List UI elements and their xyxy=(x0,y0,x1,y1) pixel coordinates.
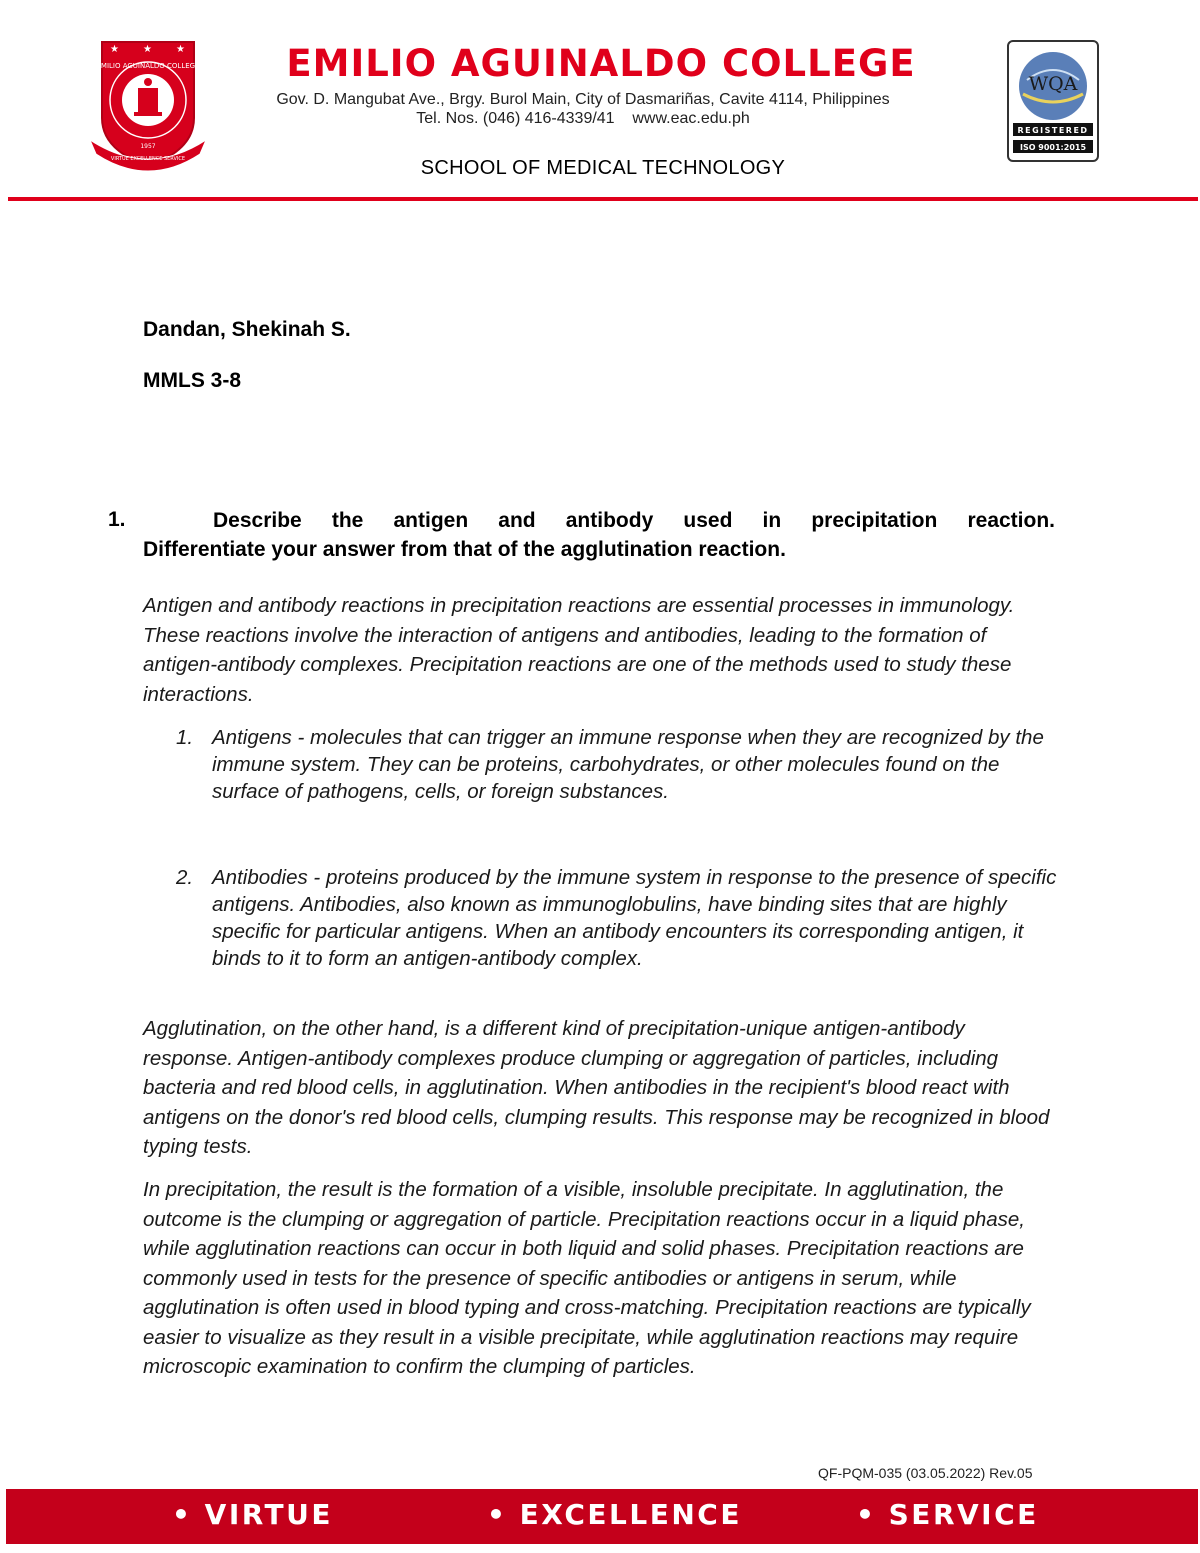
list-item-number: 2. xyxy=(176,866,194,889)
agglutination-paragraph: Agglutination, on the other hand, is a different kind of precipitation-unique antigen-antibody response. Antigen-antibody complexes produce clumping or aggregation of particles, including bacteria and red blood cells, in agglutination. When antibodies in the recipient's blood react with antigens on the donor's red blood cells, clumping results. This response may be recognized in blood typing tests. xyxy=(143,1017,1050,1158)
svg-text:★: ★ xyxy=(176,44,185,55)
student-name: Dandan, Shekinah S. xyxy=(143,318,351,341)
college-name: EMILIO AGUINALDO COLLEGE xyxy=(286,42,916,85)
question-text xyxy=(143,506,1055,564)
seal-ribbon-text: VIRTUE EXCELLENCE SERVICE xyxy=(110,156,186,162)
form-code: QF-PQM-035 (03.05.2022) Rev.05 xyxy=(818,1465,1033,1481)
college-seal-logo xyxy=(88,38,212,172)
college-address xyxy=(240,90,926,128)
seal-year: 1957 xyxy=(140,143,156,150)
list-item-antigens: Antigens - molecules that can trigger an immune response when they are recognized by the immune system. They can be proteins, carbohydrates, or other molecules found on the surface of pathogens, cells, or foreign substances. xyxy=(212,726,1044,803)
address-line: Gov. D. Mangubat Ave., Brgy. Burol Main, City of Dasmariñas, Cavite 4114, Philippines xyxy=(276,91,890,108)
seal-ring-text: EMILIO AGUINALDO COLLEGE xyxy=(96,62,200,70)
student-section: MMLS 3-8 xyxy=(143,369,242,392)
motto-virtue: • VIRTUE xyxy=(172,1498,333,1531)
school-name: SCHOOL OF MEDICAL TECHNOLOGY xyxy=(420,157,786,179)
iso-certification-badge xyxy=(1007,40,1099,162)
motto-service: • SERVICE xyxy=(856,1498,1039,1531)
wqa-logo: WQA xyxy=(1028,73,1078,95)
question-line-1: Describe the antigen and antibody used in precipitation reaction. xyxy=(213,509,1055,532)
iso-standard-label: ISO 9001:2015 xyxy=(1019,143,1087,152)
svg-text:★: ★ xyxy=(110,44,119,55)
list-item-antibodies: Antibodies - proteins produced by the immune system in response to the presence of specific antigens. Antibodies, also known as immunoglobulins, have binding sites that are highly specific for particular antigens. When an antibody encounters its corresponding antigen, it binds to it to form an antigen-antibody complex. xyxy=(212,866,1057,970)
contact-line: Tel. Nos. (046) 416-4339/41 www.eac.edu.ph xyxy=(416,110,750,127)
list-item-number: 1. xyxy=(176,726,194,749)
comparison-paragraph: In precipitation, the result is the formation of a visible, insoluble precipitate. In agglutination, the outcome is the clumping or aggregation of particle. Precipitation reactions occur in a liquid phase, while agglutination reactions can occur in both liquid and solid phases. Precipitation reactions are commonly used in tests for the presence of specific antibodies or antigens in serum, while agglutination is often used in blood typing and cross-matching. Precipitation reactions are typically easier to visualize as they result in a visible precipitate, while agglutination reactions may require microscopic examination to confirm the clumping of particles. xyxy=(143,1178,1031,1378)
svg-text:★: ★ xyxy=(143,44,152,55)
registered-label: REGISTERED xyxy=(1017,126,1089,135)
motto-excellence: • EXCELLENCE xyxy=(487,1498,742,1531)
header-divider xyxy=(8,197,1198,201)
question-line-2: Differentiate your answer from that of the agglutination reaction. xyxy=(143,538,786,561)
question-number: 1. xyxy=(108,508,126,531)
answer-intro-paragraph: Antigen and antibody reactions in precipitation reactions are essential processes in immunology. These reactions involve the interaction of antigens and antibodies, leading to the formation of antigen-antibody complexes. Precipitation reactions are one of the methods used to study these interactions. xyxy=(143,594,1015,706)
